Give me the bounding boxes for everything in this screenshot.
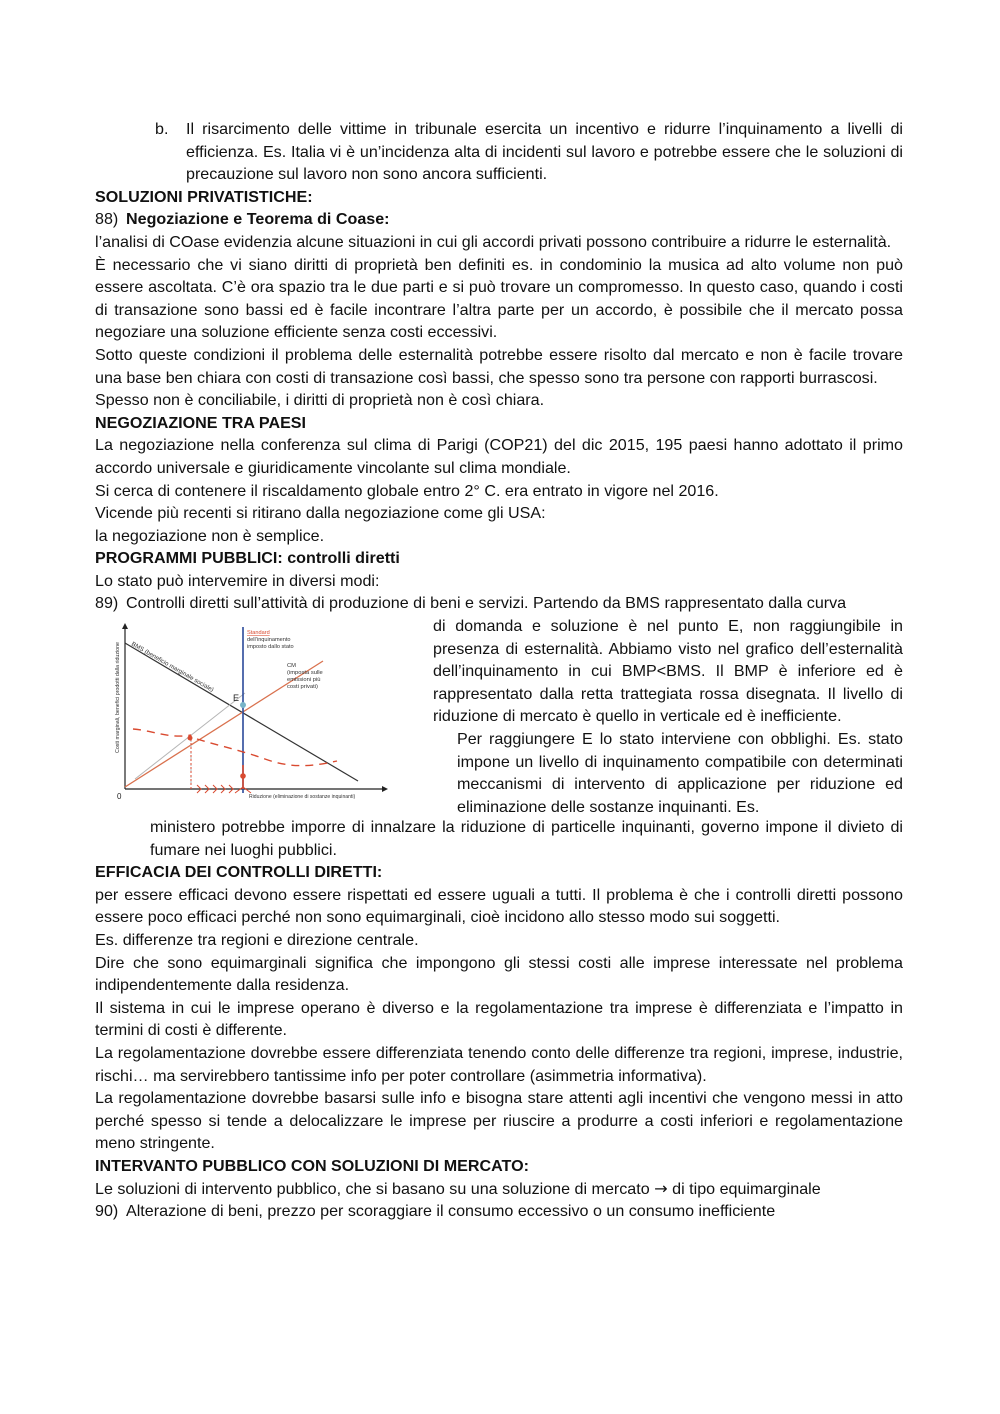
cm-label-line-1: CM: [287, 663, 297, 670]
paragraph: per essere efficaci devono essere rispettati ed essere uguali a tutti. Il problema è che i controlli diretti possono essere poco efficaci perché non sono equimarginali, cioè incidono allo stesso modo sui soggetti.: [95, 885, 903, 927]
item-89-first-line: Controlli diretti sull’attività di produzione di beni e servizi. Partendo da BMS rappresentato dalla curva: [126, 594, 847, 613]
y-axis-label: Costi marginali, benefici prodotti dalla riduzione: [115, 642, 121, 754]
item-number: 88): [95, 210, 119, 229]
origin-label: 0: [117, 792, 122, 802]
paragraph: La regolamentazione dovrebbe basarsi sulle info e bisogna stare attenti agli incentivi che vengono messi in atto perché spesso si tende a delocalizzare le imprese per riuscire a produrre a costi inferiori e regolamentazione meno stringente.: [95, 1089, 903, 1153]
section-heading-privatistiche: SOLUZIONI PRIVATISTICHE:: [95, 187, 313, 206]
section-heading-programmi: PROGRAMMI PUBBLICI: controlli diretti: [95, 549, 400, 568]
x-axis-arrowhead: [382, 786, 388, 792]
item-number: 90): [95, 1202, 119, 1221]
standard-label-line-2: dell’inquinamento: [247, 637, 291, 644]
paragraph: Il sistema in cui le imprese operano è diverso e la regolamentazione tra imprese è differenziata e l’impatto in termini di costi è differente.: [95, 998, 903, 1040]
list-item-b: [95, 118, 903, 186]
list-item-text: Il risarcimento delle vittime in tribunale esercita un incentivo e ridurre l’inquinamento a livelli di efficienza. Es. Italia vi è un’incidenza alta di incidenti sul lavoro e potrebbe essere che le soluzioni di precauzione sul lavoro non sono ancora sufficienti.: [186, 120, 903, 184]
text-before-arrow: Le soluzioni di intervento pubblico, che si basano su una soluzione di mercato: [95, 1179, 650, 1198]
red-dot-market: [188, 736, 193, 741]
section-heading-mercato: INTERVANTO PUBBLICO CON SOLUZIONI DI MERCATO:: [95, 1156, 529, 1175]
numbered-heading-88: [95, 208, 903, 231]
numbered-item-90: [95, 1200, 903, 1223]
document-page: [95, 118, 903, 1223]
paragraph: Dire che sono equimarginali significa che impongono gli stessi costi alle imprese interessate nel problema indipendentemente dalla residenza.: [95, 953, 903, 995]
section-heading-paesi: NEGOZIAZIONE TRA PAESI: [95, 413, 307, 432]
item-number: 89): [95, 594, 119, 613]
subheading-coase: Negoziazione e Teorema di Coase:: [126, 210, 390, 229]
paragraph: Spesso non è conciliabile, i diritti di proprietà non è così chiara.: [95, 391, 545, 410]
paragraph: Es. differenze tra regioni e direzione centrale.: [95, 931, 419, 950]
standard-label-line-3: imposto dallo stato: [247, 644, 294, 651]
coase-diagram-figure: [115, 621, 410, 811]
paragraph: di domanda e soluzione è nel punto E, non raggiungibile in presenza di esternalità. Abbiamo visto nel grafico dell’esternalità dell’inquinamento in cui BMP<BMS. Il BMP è inferiore ed è rappresentato dalla retta trattegiata rossa disegnata. Il livello di riduzione di mercato è quello in verticale ed è inefficiente.: [433, 617, 903, 726]
list-marker: b.: [155, 120, 169, 138]
paragraph: la negoziazione non è semplice.: [95, 526, 325, 545]
numbered-item-89: [95, 592, 903, 615]
paragraph: La negoziazione nella conferenza sul clima di Parigi (COP21) del dic 2015, 195 paesi hanno adottato il primo accordo universale e giuridicamente vincolante sul clima mondiale.: [95, 436, 903, 477]
right-arrow-icon: →: [654, 1178, 668, 1198]
item-90-text: Alterazione di beni, prezzo per scoraggiare il consumo eccessivo o un consumo inefficiente: [126, 1202, 776, 1221]
paragraph-continuation: ministero potrebbe imporre di innalzare la riduzione di particelle inquinanti, governo impone il divieto di fumare nei luoghi pubblici.: [150, 818, 903, 859]
figure-row: [95, 615, 903, 816]
bmp-dashed-curve: [133, 729, 337, 766]
figure-side-text: [433, 615, 903, 818]
cm-label-line-2: (imposta sulle: [287, 670, 323, 677]
paragraph: La regolamentazione dovrebbe essere differenziata tenendo conto delle differenze tra regioni, imprese, industrie, rischi… ma servirebbero tantissime info per poter controllare (asimmetria informativa).: [95, 1044, 903, 1085]
paragraph: Lo stato può intervemire in diversi modi:: [95, 571, 380, 590]
section-heading-efficacia: EFFICACIA DEI CONTROLLI DIRETTI:: [95, 863, 383, 882]
e-label: E: [233, 693, 240, 704]
paragraph: È necessario che vi siano diritti di proprietà ben definiti es. in condominio la musica ad alto volume non può essere ascoltata. C’è ora spazio tra le due parti e si può trovare un compromesso. In questo caso, quando i costi di transazione sono bassi ed è facile incontrare l’altra parte per un accordo, è possibile che il mercato possa negoziare una soluzione efficiente senza costi eccessivi.: [95, 255, 903, 342]
paragraph: Si cerca di contenere il riscaldamento globale entro 2° C. era entrato in vigore nel 2016.: [95, 481, 719, 500]
paragraph: Sotto queste condizioni il problema delle esternalità potrebbe essere risolto dal mercato e non è facile trovare una base ben chiara con costi di transazione così bassi, che spesso sono tra persone con rapporti burrascosi.: [95, 345, 903, 387]
y-axis-arrowhead: [122, 623, 128, 629]
cm-label-line-4: costi privati): [287, 684, 318, 691]
text-after-arrow: di tipo equimarginale: [672, 1179, 821, 1198]
cm-label-line-3: emissioni più: [287, 677, 321, 684]
paragraph-with-arrow: [95, 1178, 903, 1201]
bms-label: BMS (beneficio marginale sociale): [130, 640, 215, 694]
standard-label-line-1: Standard: [247, 630, 270, 637]
equilibrium-point-e: [240, 702, 246, 708]
x-axis-label: Riduzione (eliminazione di sostanze inquinanti): [249, 794, 356, 801]
paragraph: Vicende più recenti si ritirano dalla negoziazione come gli USA:: [95, 504, 546, 523]
paragraph: l’analisi di COase evidenzia alcune situazioni in cui gli accordi privati possono contribuire a ridurre le esternalità.: [95, 232, 892, 251]
paragraph: Per raggiungere E lo stato interviene con obblighi. Es. stato impone un livello di inquinamento compatibile con determinati meccanismi di intervento di applicazione per riduzione ed eliminazione delle sostanze inquinanti. Es.: [457, 730, 903, 816]
